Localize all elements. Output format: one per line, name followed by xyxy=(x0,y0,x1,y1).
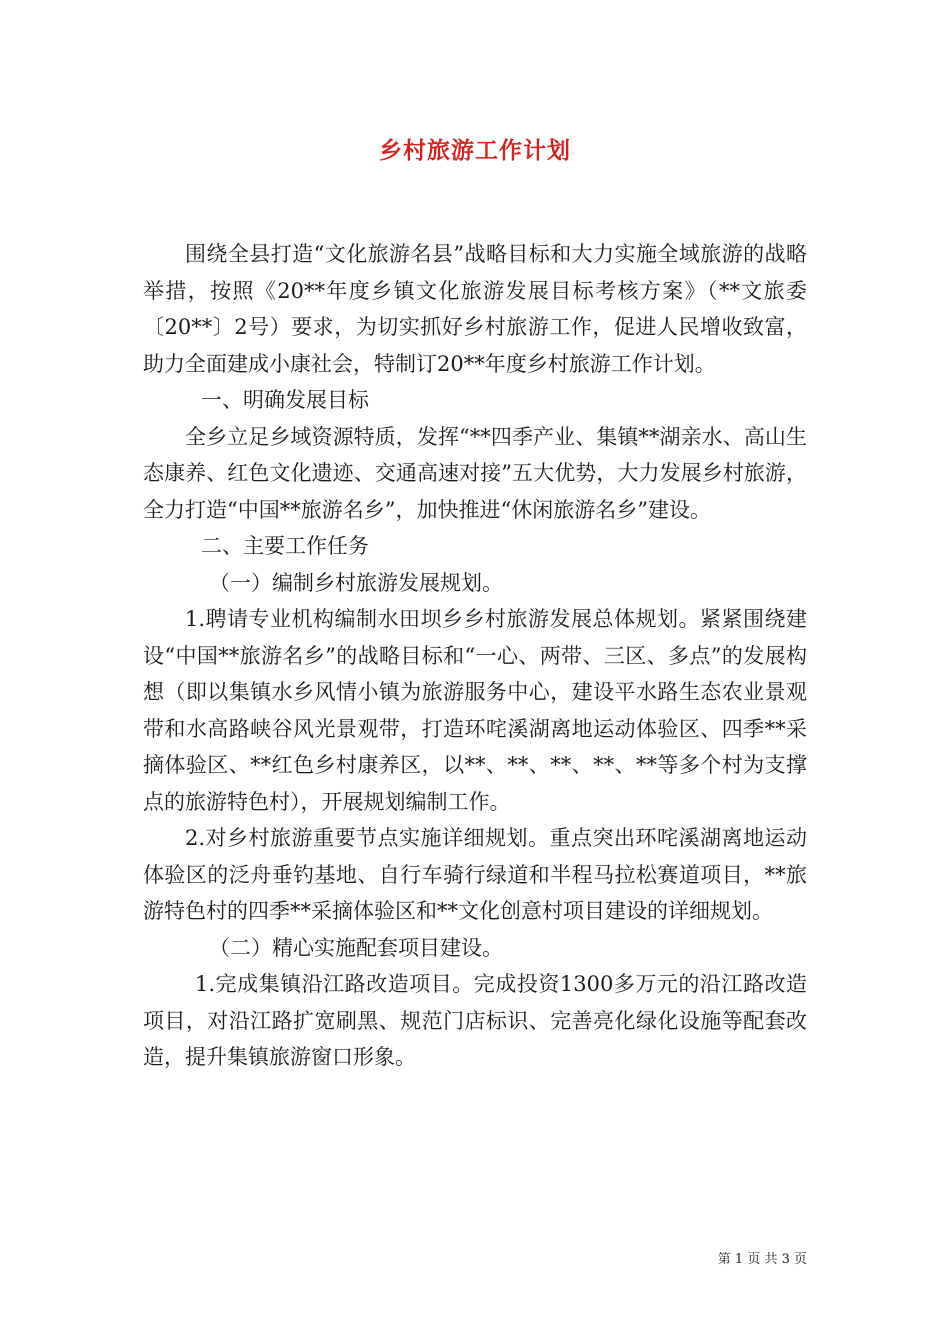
planning-item-2: 2.对乡村旅游重要节点实施详细规划。重点突出环咤溪湖离地运动体验区的泛舟垂钓基地、自行车骑行绿道和半程马拉松赛道项目，**旅游特色村的四季**采摘体验区和**文化创意村项目建设的详细规划。 xyxy=(143,826,807,923)
document-body xyxy=(143,236,807,1076)
planning-item-1: 1.聘请专业机构编制水田坝乡乡村旅游发展总体规划。紧紧围绕建设“中国**旅游名乡”的战略目标和“一心、两带、三区、多点”的发展构想（即以集镇水乡风情小镇为旅游服务中心，建设平水路生态农业景观带和水高路峡谷风光景观带，打造环咤溪湖离地运动体验区、四季**采摘体验区、**红色乡村康养区，以**、**、**、**、**等多个村为支撑点的旅游特色村），开展规划编制工作。 xyxy=(143,607,807,814)
subsection-heading-projects: （二）精心实施配套项目建设。 xyxy=(209,935,503,960)
document-title: 乡村旅游工作计划 xyxy=(379,137,571,164)
goals-paragraph: 全乡立足乡域资源特质，发挥“**四季产业、集镇**湖亲水、高山生态康养、红色文化遗迹、交通高速对接”五大优势，大力发展乡村旅游，全力打造“中国**旅游名乡”，加快推进“休闲旅游名乡”建设。 xyxy=(143,424,807,522)
intro-paragraph: 围绕全县打造“文化旅游名县”战略目标和大力实施全域旅游的战略举措，按照《20**年度乡镇文化旅游发展目标考核方案》（**文旅委〔20**〕2号）要求，为切实抓好乡村旅游工作，促进人民增收致富，助力全面建成小康社会，特制订20**年度乡村旅游工作计划。 xyxy=(143,242,807,376)
section-heading-tasks: 二、主要工作任务 xyxy=(201,534,369,558)
subsection-heading-planning: （一）编制乡村旅游发展规划。 xyxy=(209,570,503,595)
page-number: 第 1 页 共 3 页 xyxy=(717,1252,807,1267)
projects-item-1: 1.完成集镇沿江路改造项目。完成投资1300多万元的沿江路改造项目，对沿江路扩宽刷黑、规范门店标识、完善亮化绿化设施等配套改造，提升集镇旅游窗口形象。 xyxy=(143,972,807,1069)
section-heading-goals: 一、明确发展目标 xyxy=(201,388,369,412)
